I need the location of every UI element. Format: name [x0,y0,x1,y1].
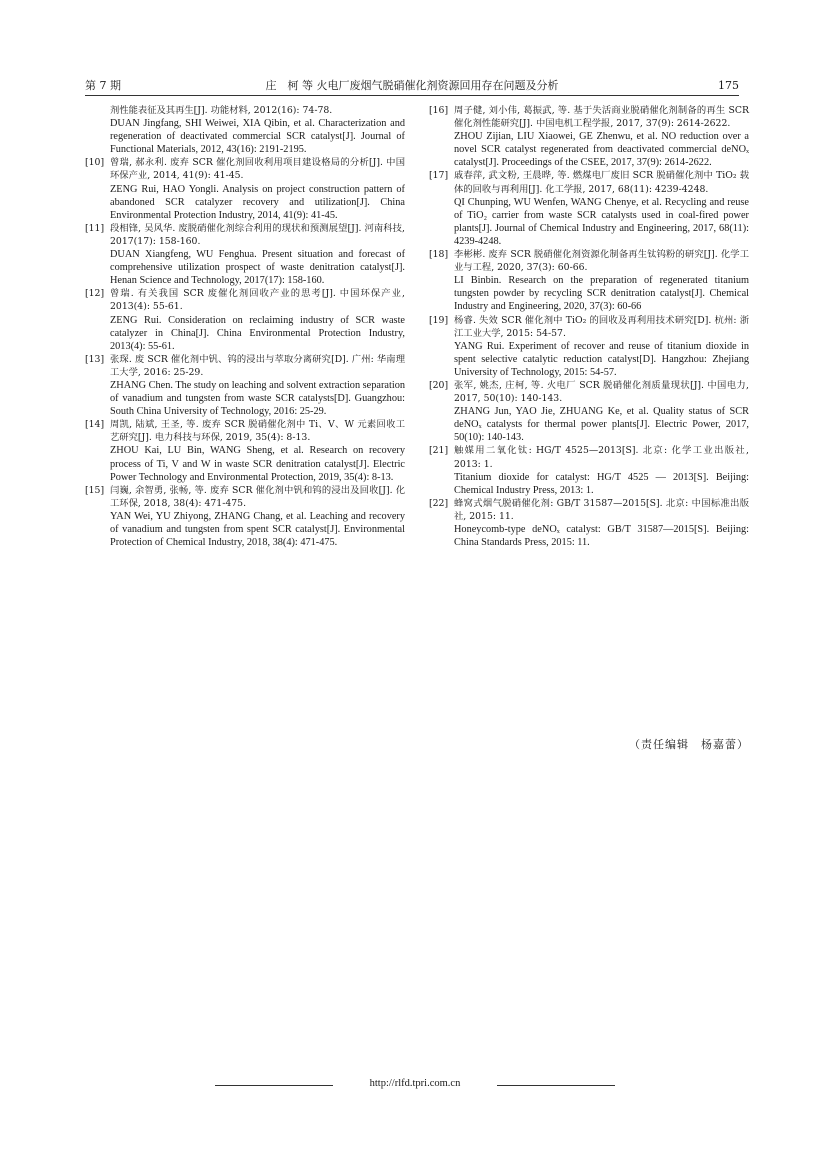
reference-number: [11] [85,222,105,234]
header-rule [85,95,739,96]
reference-chinese: 张琛. 废 SCR 催化剂中钒、钨的浸出与萃取分离研究[D]. 广州: 华南理工大学, 2016: 25-29. [110,353,405,378]
reference-entry [85,353,405,418]
reference-english: ZHANG Jun, YAO Jie, ZHUANG Ke, et al. Quality status of SCR deNOₓ catalysts for thermal power plants[J]. Electric Power, 2017, 50(10): 140-143. [454,406,749,444]
reference-chinese: 周子健, 刘小伟, 葛振武, 等. 基于失活商业脱硝催化剂制备的再生 SCR 催化剂性能研究[J]. 中国电机工程学报, 2017, 37(9): 2614-2622. [454,105,749,130]
reference-chinese: 闫巍, 余智勇, 张畅, 等. 废弃 SCR 催化剂中钒和钨的浸出及回收[J]. 化工环保, 2018, 38(4): 471-475. [110,484,405,509]
reference-chinese: 李彬彬. 废弃 SCR 脱硝催化剂资源化制备再生钛钨粉的研究[J]. 化学工业与工程, 2020, 37(3): 60-66. [454,249,749,274]
reference-entry [429,248,749,313]
reference-number: [20] [429,379,449,391]
reference-number: [22] [429,497,449,509]
reference-chinese: 杨睿. 失效 SCR 催化剂中 TiO₂ 的回收及再利用技术研究[D]. 杭州: 浙江工业大学, 2015: 54-57. [454,314,749,339]
reference-chinese: 段相锋, 吴风华. 废脱硝催化剂综合利用的现状和预测展望[J]. 河南科技, 2017(17): 158-160. [110,222,405,247]
reference-entry [429,444,749,496]
reference-entry [85,104,405,156]
reference-number: [14] [85,419,105,431]
reference-chinese: 剂性能表征及其再生[J]. 功能材料, 2012(16): 74-78. [110,105,333,116]
reference-number: [13] [85,353,105,365]
reference-english: QI Chunping, WU Wenfen, WANG Chenye, et al. Recycling and reuse of TiO₂ carrier from waste SCR catalysts used in coal-fired power plants[J]. Journal of Chemical Industry and Engineering, 2017, 68(11): 4239-4248. [454,196,749,247]
reference-english: DUAN Xiangfeng, WU Fenghua. Present situation and forecast of comprehensive utilization prospect of waste denitration catalyst[J]. Henan Science and Technology, 2017(17): 158-160. [110,249,405,287]
reference-english: ZHOU Kai, LU Bin, WANG Sheng, et al. Research on recovery process of Ti, V and W in waste SCR denitration catalyst[J]. Electric Power Technology and Environmental Protection, 2019, 35(4): 8-13. [110,445,405,483]
reference-entry [85,484,405,549]
reference-chinese: 触媒用二氧化钛: HG/T 4525—2013[S]. 北京: 化学工业出版社, 2013: 1. [454,445,749,470]
reference-english: ZHOU Zijian, LIU Xiaowei, GE Zhenwu, et al. NO reduction over a novel SCR catalyst regenerated from deactivated commercial deNOₓ catalyst[J]. Proceedings of the CSEE, 2017, 37(9): 2614-2622. [454,131,749,169]
reference-chinese: 曾瑞. 有关我国 SCR 废催化剂回收产业的思考[J]. 中国环保产业, 2013(4): 55-61. [110,288,405,313]
reference-number: [21] [429,445,449,457]
reference-chinese: 戚春萍, 武文粉, 王晨晔, 等. 燃煤电厂废旧 SCR 脱硝催化剂中 TiO₂ 载体的回收与再利用[J]. 化工学报, 2017, 68(11): 4239-4248. [454,170,749,195]
reference-column-left [85,104,405,549]
page-footer [215,1078,615,1092]
reference-number: [19] [429,314,449,326]
issue-number: 第 7 期 [85,79,121,92]
journal-url: http://rlfd.tpri.com.cn [369,1078,461,1089]
reference-chinese: 周凯, 陆斌, 王圣, 等. 废弃 SCR 脱硝催化剂中 Ti、V、W 元素回收工艺研究[J]. 电力科技与环保, 2019, 35(4): 8-13. [110,419,405,444]
reference-entry [85,156,405,221]
reference-chinese: 蜂窝式烟气脱硝催化剂: GB/T 31587—2015[S]. 北京: 中国标准出版社, 2015: 11. [454,497,749,522]
footer-rule-right [497,1085,615,1086]
reference-chinese: 张军, 姚杰, 庄柯, 等. 火电厂 SCR 脱硝催化剂质量现状[J]. 中国电力, 2017, 50(10): 140-143. [454,379,749,405]
reference-column-right [429,104,749,549]
reference-english: YANG Rui. Experiment of recover and reuse of titanium dioxide in spent selective catalytic reduction catalyst[D]. Hangzhou: Zhejiang University of Technology, 2015: 54-57. [454,340,749,378]
reference-english: ZHANG Chen. The study on leaching and solvent extraction separation of vanadium and tungsten from waste SCR catalysts[D]. Guangzhou: South China University of Technology, 2016: 25-29. [110,379,405,418]
reference-english: LI Binbin. Research on the preparation of regenerated titanium tungsten powder by recycling SCR denitration catalyst[J]. Chemical Industry and Engineering, 2020, 37(3): 60-66 [454,275,749,313]
reference-number: [17] [429,170,449,182]
reference-english: ZENG Rui. Consideration on reclaiming industry of SCR waste catalyzer in China[J]. China Environmental Protection Industry, 2013(4): 55-61. [110,314,405,352]
reference-entry [429,314,749,379]
page-number: 175 [718,79,739,92]
reference-number: [16] [429,105,449,116]
reference-entry [429,379,749,444]
reference-english: DUAN Jingfang, SHI Weiwei, XIA Qibin, et al. Characterization and regeneration of deactivated commercial SCR catalyst[J]. Journal of Functional Materials, 2012, 43(16): 2191-2195. [110,118,405,156]
reference-number: [10] [85,157,105,169]
running-header [85,78,739,96]
reference-number: [18] [429,249,449,261]
reference-entry [429,497,749,549]
responsible-editor: （责任编辑 杨嘉蕾） [629,738,749,751]
reference-english: Honeycomb-type deNOₓ catalyst: GB/T 31587—2015[S]. Beijing: China Standards Press, 2015: 11. [454,524,749,549]
reference-entry [429,104,749,169]
reference-english: YAN Wei, YU Zhiyong, ZHANG Chang, et al. Leaching and recovery of vanadium and tungsten from spent SCR catalyst[J]. Environmental Protection of Chemical Industry, 2018, 38(4): 471-475. [110,510,405,549]
reference-number: [15] [85,484,105,496]
reference-entry [85,222,405,287]
reference-chinese: 曾瑞, 郝永利. 废弃 SCR 催化剂回收利用项目建设格局的分析[J]. 中国环保产业, 2014, 41(9): 41-45. [110,157,405,182]
reference-entry [85,287,405,352]
reference-english: Titanium dioxide for catalyst: HG/T 4525 — 2013[S]. Beijing: Chemical Industry Press, 2013: 1. [454,471,749,496]
reference-number: [12] [85,288,105,300]
running-title: 庄 柯 等 火电厂废烟气脱硝催化剂资源回用存在问题及分析 [265,79,559,92]
reference-english: ZENG Rui, HAO Yongli. Analysis on project construction pattern of abandoned SCR catalyzer recovery and utilization[J]. China Environmental Protection Industry, 2014, 41(9): 41-45. [110,183,405,221]
reference-entry [429,169,749,248]
reference-entry [85,418,405,483]
